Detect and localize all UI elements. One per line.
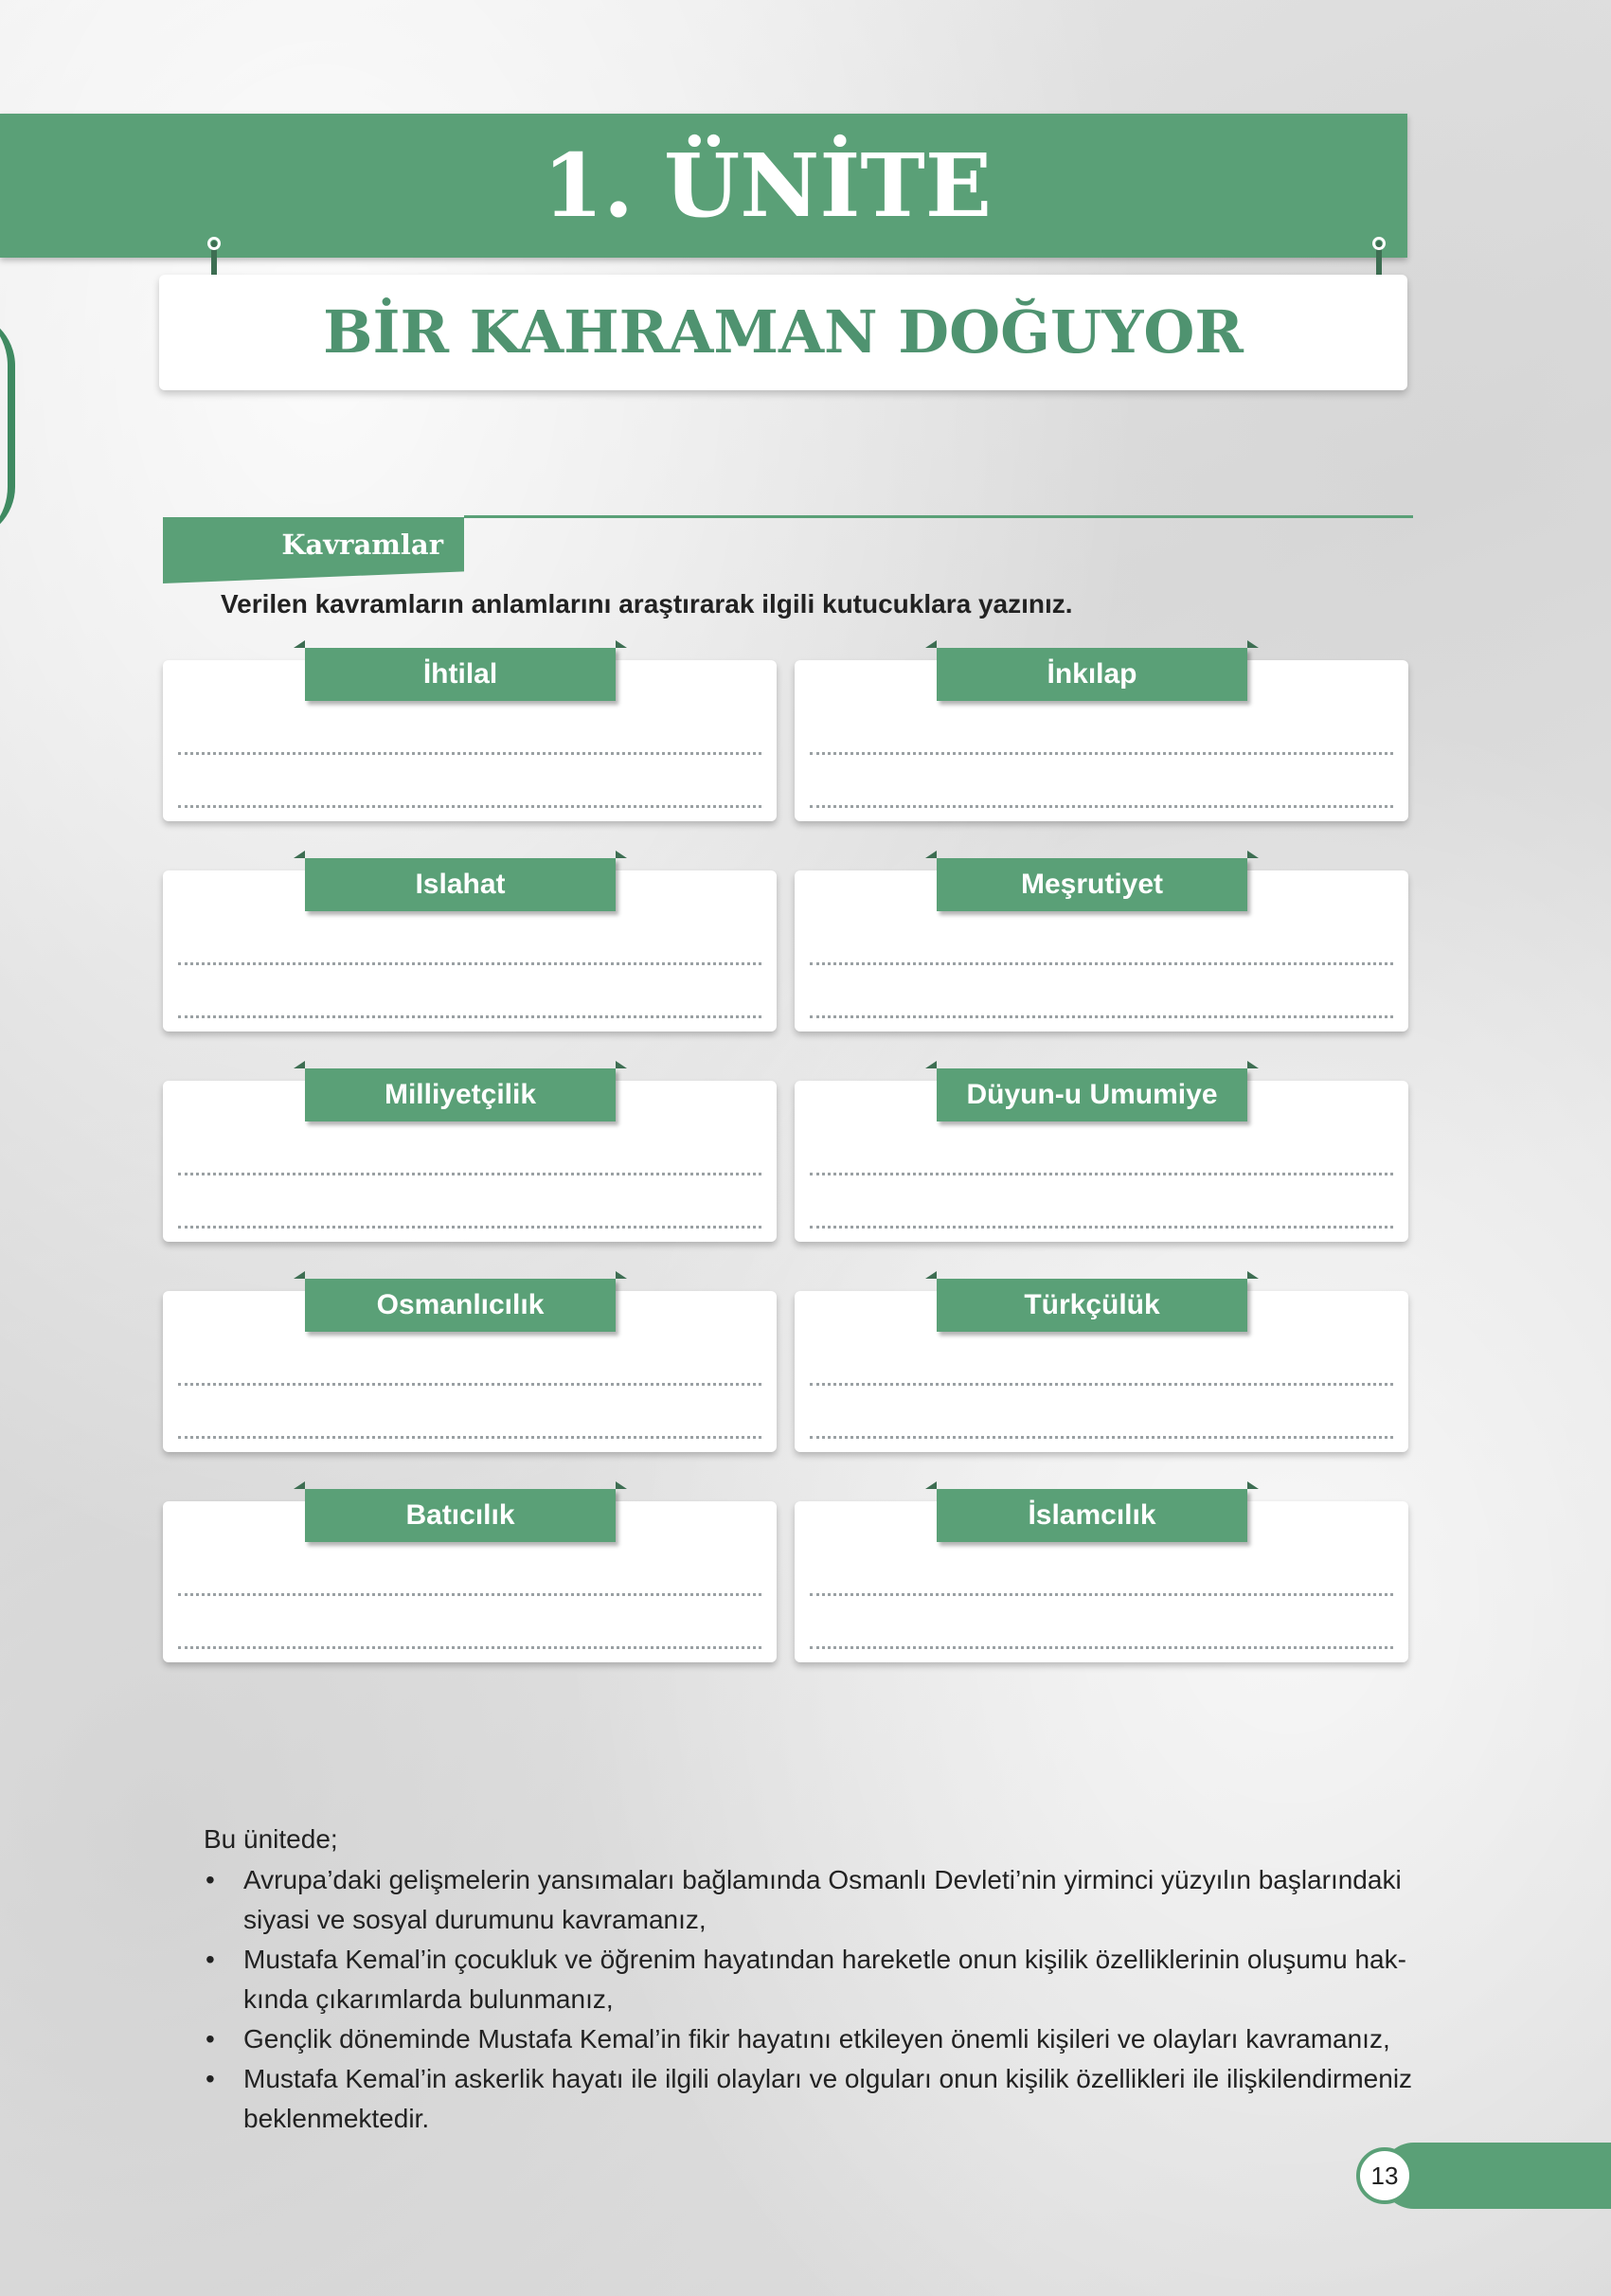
answer-line (810, 1173, 1393, 1175)
unit-title: 1. ÜNİTE (542, 135, 992, 237)
bullet-icon: • (206, 1945, 215, 1974)
answer-line (810, 962, 1393, 965)
answer-line (178, 1173, 761, 1175)
answer-line (810, 752, 1393, 755)
objective-item (204, 1940, 1416, 2019)
section-divider (464, 515, 1413, 518)
page-number: 13 (1370, 2161, 1399, 2190)
answer-line (178, 1383, 761, 1386)
answer-line (178, 752, 761, 755)
answer-line (178, 805, 761, 808)
answer-line (810, 1593, 1393, 1596)
answer-line (178, 1226, 761, 1229)
answer-line (810, 1226, 1393, 1229)
objective-item (204, 2059, 1416, 2139)
concept-label: Meşrutiyet (937, 858, 1247, 911)
answer-line (810, 1436, 1393, 1439)
answer-line (178, 962, 761, 965)
concept-label: Islahat (305, 858, 616, 911)
bullet-icon: • (206, 1865, 215, 1894)
unit-subtitle: BİR KAHRAMAN DOĞUYOR (323, 297, 1244, 367)
concept-label: İslamcılık (937, 1489, 1247, 1542)
answer-line (178, 1593, 761, 1596)
concept-label: Milliyetçilik (305, 1068, 616, 1121)
answer-line (178, 1015, 761, 1018)
concept-label: İhtilal (305, 648, 616, 701)
answer-line (178, 1436, 761, 1439)
objectives-intro: Bu ünitede; (204, 1824, 338, 1854)
answer-line (810, 1646, 1393, 1649)
objective-item (204, 2019, 1416, 2059)
concept-label: Batıcılık (305, 1489, 616, 1542)
objectives-list (204, 1860, 1416, 2139)
instruction-text: Verilen kavramların anlamlarını araştırarak ilgili kutucuklara yazınız. (221, 589, 1073, 619)
answer-line (810, 805, 1393, 808)
objective-text: Gençlik döneminde Mustafa Kemal’in fikir hayatını etkileyen önemli kişileri ve olayları kavramanız, (243, 2024, 1390, 2054)
edge-arc-decoration (0, 313, 15, 540)
objective-text: Avrupa’daki gelişmelerin yansımaları bağlamında Osmanlı Devleti’nin yirminci yüzyılın başlarındaki siyasi ve sosyal durumunu kavramanız, (243, 1865, 1402, 1934)
concept-label: Osmanlıcılık (305, 1279, 616, 1332)
concept-label: Türkçülük (937, 1279, 1247, 1332)
concept-label: Düyun-u Umumiye (937, 1068, 1247, 1121)
answer-line (810, 1015, 1393, 1018)
objective-item (204, 1860, 1416, 1940)
objective-text: Mustafa Kemal’in çocukluk ve öğrenim hayatından hareketle onun kişilik özelliklerinin oluşumu hak-kında çıkarımlarda bulunmanız, (243, 1945, 1406, 2014)
section-label: Kavramlar (281, 529, 443, 561)
answer-line (810, 1383, 1393, 1386)
answer-line (178, 1646, 761, 1649)
footer-bar (1381, 2143, 1611, 2209)
bullet-icon: • (206, 2064, 215, 2093)
bullet-icon: • (206, 2024, 215, 2054)
concept-label: İnkılap (937, 648, 1247, 701)
objective-text: Mustafa Kemal’in askerlik hayatı ile ilgili olayları ve olguları onun kişilik özellikleri ile ilişkilendirmeniz beklenmektedir. (243, 2064, 1413, 2133)
